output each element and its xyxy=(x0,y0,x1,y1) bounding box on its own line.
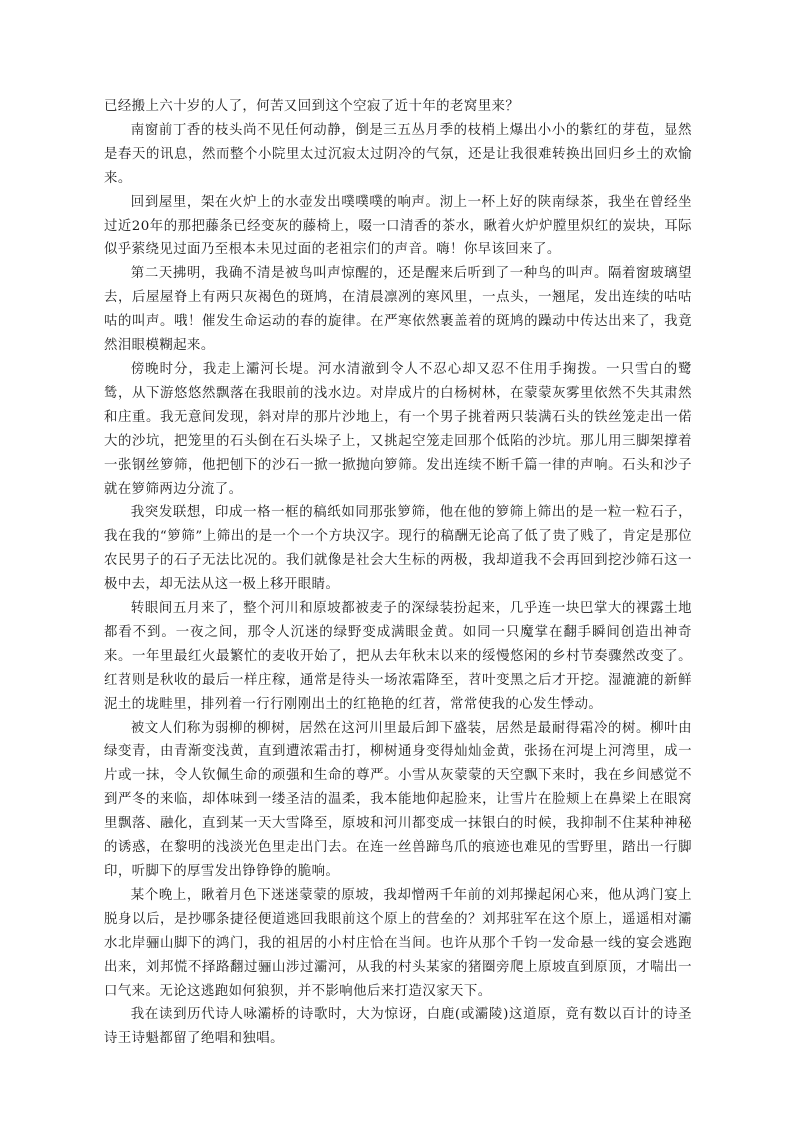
paragraph-9: 某个晚上，瞅着月色下迷迷蒙蒙的原坡，我却憎两千年前的刘邦操起闲心来，他从鸿门宴上脱身以后，是抄哪条捷径便道逃回我眼前这个原上的营垒的？刘邦驻军在这个原上，遥遥相对灞水北岸骊山脚下的鸿门，我的祖居的小村庄恰在当间。也许从那个千钧一发命悬一线的宴会逃跑出来，刘邦慌不择路翻过骊山涉过灞河，从我的村头某家的猪圈旁爬上原坡直到原顶，才喘出一口气来。无论这逃跑如何狼狈，并不影响他后来打造汉家天下。 xyxy=(104,887,692,999)
paragraph-5: 傍晚时分，我走上灞河长堤。河水清澈到令人不忍心却又忍不住用手掬拨。一只雪白的鹭鸶，从下游悠悠然飘落在我眼前的浅水边。对岸成片的白杨树林，在蒙蒙灰雾里依然不失其肃然和庄重。我无意间发现，斜对岸的那片沙地上，有一个男子挑着两只装满石头的铁丝笼走出一偌大的沙坑，把笼里的石头倒在石头垛子上，又挑起空笼走回那个低陷的沙坑。那儿用三脚架撑着一张钢丝箩筛，他把刨下的沙石一掀一掀抛向箩筛。发出连续不断千篇一律的声响。石头和沙子就在箩筛两边分流了。 xyxy=(104,361,692,497)
paragraph-10: 我在读到历代诗人咏灞桥的诗歌时，大为惊讶，白鹿(或灞陵)这道原，竟有数以百计的诗圣诗王诗魁都留了绝唱和独唱。 xyxy=(104,1007,692,1047)
paragraph-6: 我突发联想，印成一格一框的稿纸如同那张箩筛，他在他的箩筛上筛出的是一粒一粒石子，我在我的“箩筛”上筛出的是一个一个方块汉字。现行的稿酬无论高了低了贵了贱了，肯定是那位农民男子的石子无法比况的。我们就像是社会大生标的两极，我却道我不会再回到挖沙筛石这一极中去，却无法从这一极上移开眼睛。 xyxy=(104,505,692,593)
paragraph-1: 已经搬上六十岁的人了，何苦又回到这个空寂了近十年的老窝里来？ xyxy=(104,99,520,114)
paragraph-4: 第二天拂明，我确不清是被鸟叫声惊醒的，还是醒来后听到了一种鸟的叫声。隔着窗玻璃望去，后屋屋脊上有两只灰褐色的斑鸠，在清晨凛冽的寒风里，一点头，一翘尾，发出连续的咕咕咕的叫声。哦！催发生命运动的春的旋律。在严寒依然裹盖着的斑鸠的躁动中传达出来了，我竟然泪眼模糊起来。 xyxy=(104,266,692,354)
document-page xyxy=(104,95,692,1051)
paragraph-2: 南窗前丁香的枝头尚不见任何动静，倒是三五丛月季的枝梢上爆出小小的紫红的芽苞，显然是春天的讯息，然而整个小院里太过沉寂太过阴冷的气氛，还是让我很难转换出回归乡土的欢愉来。 xyxy=(104,122,692,186)
paragraph-3: 回到屋里，架在火炉上的水壶发出噗噗噗的响声。沏上一杯上好的陕南绿茶，我坐在曾经坐过近20年的那把藤条已经变灰的藤椅上，啜一口清香的茶水，瞅着火炉炉膛里炽红的炭块，耳际似乎萦绕见过面乃至根本未见过面的老祖宗们的声音。嗨！你早该回来了。 xyxy=(104,194,692,258)
paragraph-7: 转眼间五月来了，整个河川和原坡都被麦子的深绿装扮起来，几乎连一块巴掌大的裸露土地都看不到。一夜之间，那令人沉迷的绿野变成满眼金黄。如同一只魔掌在翻手瞬间创造出神奇来。一年里最红火最繁忙的麦收开始了，把从去年秋末以来的绥慢悠闲的乡村节奏骤然改变了。红苕则是秋收的最后一样庄稼，通常是待头一场浓霜降至，苕叶变黑之后才开挖。湿漉漉的新鲜泥土的垅畦里，排列着一行行刚刚出土的红艳艳的红苕，常常使我的心发生悸动。 xyxy=(104,601,692,712)
paragraph-8: 被文人们称为弱柳的柳树，居然在这河川里最后卸下盛装，居然是最耐得霜冷的树。柳叶由绿变青，由青渐变浅黄，直到遭浓霜击打，柳树通身变得灿灿金黄，张扬在河堤上河湾里，成一片或一抹，令人钦佩生命的顽强和生命的尊严。小雪从灰蒙蒙的天空飘下来时，我在乡间感觉不到严冬的来临，却体味到一缕圣洁的温柔，我本能地仰起脸来，让雪片在脸颊上在鼻梁上在眼窝里飘落、融化，直到某一天大雪降至，原坡和河川都变成一抹银白的时候，我抑制不住某种神秘的诱惑，在黎明的浅淡光色里走出门去。在连一丝兽蹄鸟爪的痕迹也难见的雪野里，踏出一行脚印，听脚下的厚雪发出铮铮铮的脆响。 xyxy=(104,720,692,879)
